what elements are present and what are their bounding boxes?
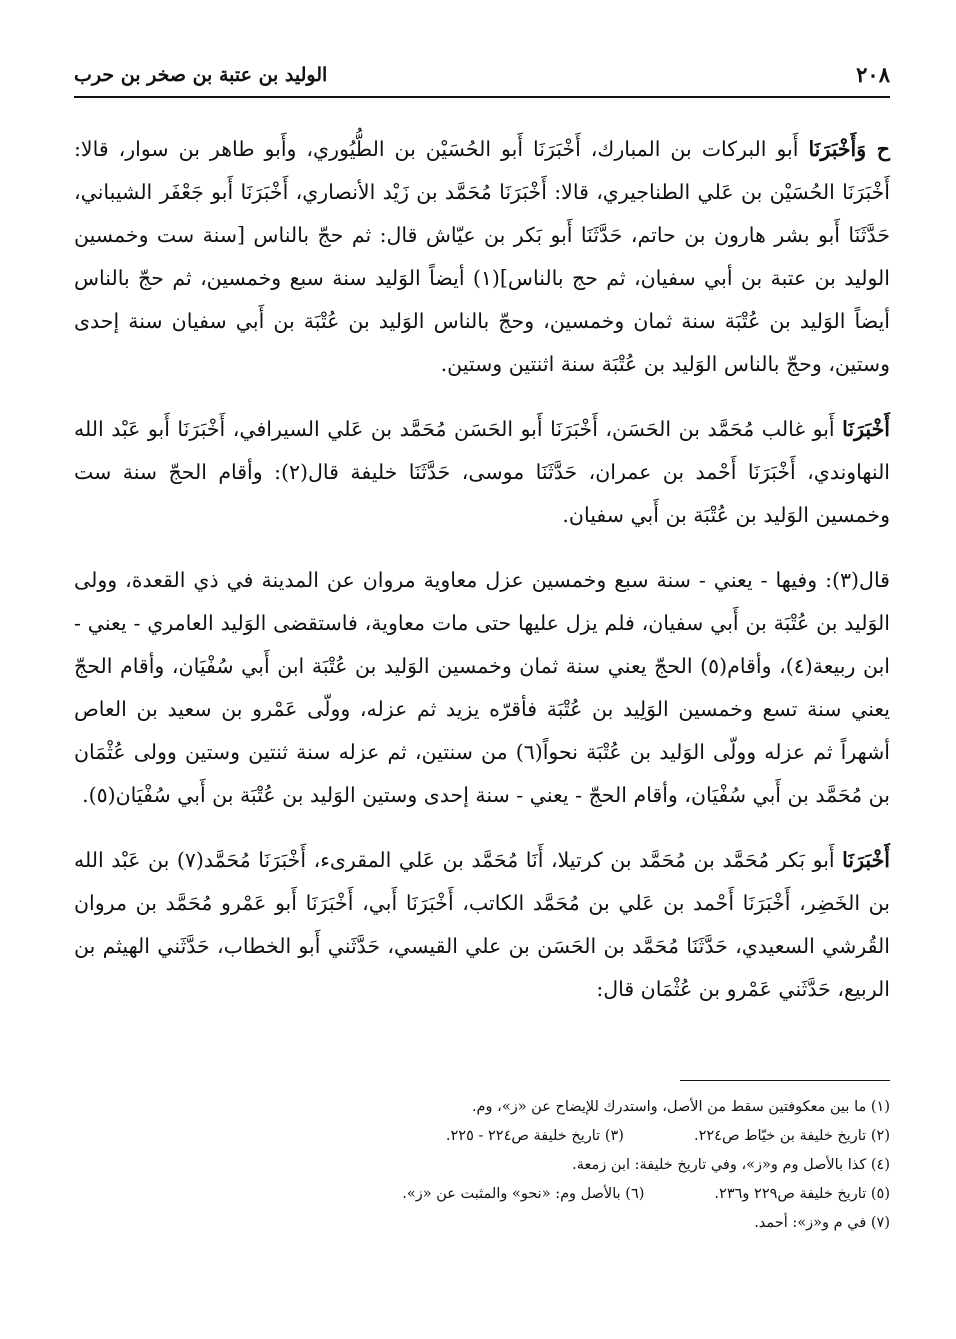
footnote-4: (٤) كذا بالأصل وم و«ز»، وفي تاريخ خليفة: ابن زمعة. (572, 1157, 890, 1173)
paragraph-text: أَبو بَكر مُحَمَّد بن مُحَمَّد بن كرتيلا، أَنَا مُحَمَّد بن عَلي المقرىء، أَخْبَرَنَا مُحَمَّد(٧) بن عَبْد الله بن الخَضِر، أَخْبَرَنَا أَحْمد بن عَلي بن مُحَمَّد الكاتب، أَخْبَرَنَا أَبي، أَخْبَرَنَا أَبو عَمْرو مُحَمَّد بن مروان القُرشي السعيدي، حَدَّثَنَا مُحَمَّد بن الحَسَن بن علي القيسي، حَدَّثَني أَبو الخطاب، حَدَّثَني الهيثم بن الربيع، حَدَّثَني عَمْرو بن عُثْمَان قال: (74, 848, 890, 1001)
footnote-line (74, 1151, 890, 1180)
book-page (74, 56, 890, 1306)
paragraph-lead: أَخْبَرَنَا (842, 848, 890, 872)
paragraph-text: أَبو غالب مُحَمَّد بن الحَسَن، أَخْبَرَنَا أَبو الحَسَن مُحَمَّد بن عَلي السيرافي، أَخْبَرَنَا أَبو عَبْد الله النهاوندي، أَخْبَرَنَا أَحْمد بن عمران، حَدَّثَنَا موسى، حَدَّثَنَا خليفة قال(٢): وأقام الحجّ سنة ست وخمسين الوَليد بن عُتْبَة بن أَبي سفيان. (74, 417, 891, 527)
paragraph-text: أَبو البركات بن المبارك، أَخْبَرَنَا أَبو الحُسَيْن بن الطُّيُوري، وأَبو طاهر بن سوار، قالا: أَخْبَرَنَا الحُسَيْن بن عَلي الطناجيري، قالا: أَخْبَرَنَا مُحَمَّد بن زَيْد الأنصاري، أَخْبَرَنَا أَبو جَعْفَر الشيباني، حَدَّثَنَا أَبو بشر هارون بن حاتم، حَدَّثَنَا أَبو بَكر بن عيّاش قال: ثم حجّ بالناس [سنة ست وخمسين الوليد بن عتبة بن أبي سفيان، ثم حج بالناس](١) أيضاً الوَليد سنة سبع وخمسين، ثم حجّ بالناس أيضاً الوَليد بن عُتْبَة سنة ثمان وخمسين، وحجّ بالناس الوَليد بن عُتْبَة بن أَبي سفيان سنة إحدى وستين، وحجّ بالناس الوَليد بن عُتْبَة سنة اثنتين وستين. (74, 137, 890, 376)
footnote-7: (٧) في م و«ز»: أحمد. (754, 1215, 890, 1231)
paragraph (74, 128, 890, 386)
footnote-3: (٣) تاريخ خليفة ص٢٢٤ - ٢٢٥. (445, 1128, 624, 1144)
paragraph-lead: أَخْبَرَنَا (842, 417, 890, 441)
page-header (74, 56, 890, 98)
page-number: ٢٠٨ (856, 62, 890, 87)
footnote-2: (٢) تاريخ خليفة بن خيّاط ص٢٢٤. (693, 1128, 890, 1144)
paragraph (74, 839, 890, 1011)
paragraph-text: قال(٣): وفيها - يعني - سنة سبع وخمسين عزل معاوية مروان عن المدينة في ذي القعدة، وولى الوَليد بن عُتْبَة بن أَبي سفيان، فلم يزل عليها حتى مات معاوية، فاستقضى الوَليد العامري - يعني - ابن ربيعة(٤)، وأقام(٥) الحجّ يعني سنة ثمان وخمسين الوَليد بن عُتْبَة ابن أَبي سُفْيَان، وأقام الحجّ يعني سنة تسع وخمسين الوَلِيد بن عُتْبَة فأقرّه يزيد ثم عزله، وولّى عَمْرو بن سعيد بن العاص أشهراً ثم عزله وولّى الوَليد بن عُتْبَة نحواً(٦) من سنتين، ثم عزله سنة ثنتين وستين وولى عُثْمَان بن مُحَمَّد بن أَبي سُفْيَان، وأقام الحجّ - يعني - سنة إحدى وستين الوَليد بن عُتْبَة بن أَبي سُفْيَان(٥). (74, 568, 891, 807)
footnote-6: (٦) بالأصل وم: «نحو» والمثبت عن «ز». (402, 1186, 645, 1202)
running-title: الوليد بن عتبة بن صخر بن حرب (74, 64, 328, 86)
paragraph (74, 559, 890, 817)
footnote-5: (٥) تاريخ خليفة ص٢٢٩ و٢٣٦. (714, 1186, 890, 1202)
footnote-1: (١) ما بين معكوفتين سقط من الأصل، واستدرك للإيضاح عن «ز»، وم. (471, 1099, 890, 1115)
footnote-line (74, 1180, 890, 1209)
paragraph-lead: ح وَأَخْبَرَنَا (808, 137, 890, 161)
footnote-line (74, 1093, 890, 1122)
paragraph (74, 408, 890, 537)
footnotes (74, 1080, 890, 1238)
footnote-line (74, 1209, 890, 1238)
main-text (74, 128, 890, 1033)
footnote-line (74, 1122, 890, 1151)
footnote-divider (680, 1080, 890, 1081)
